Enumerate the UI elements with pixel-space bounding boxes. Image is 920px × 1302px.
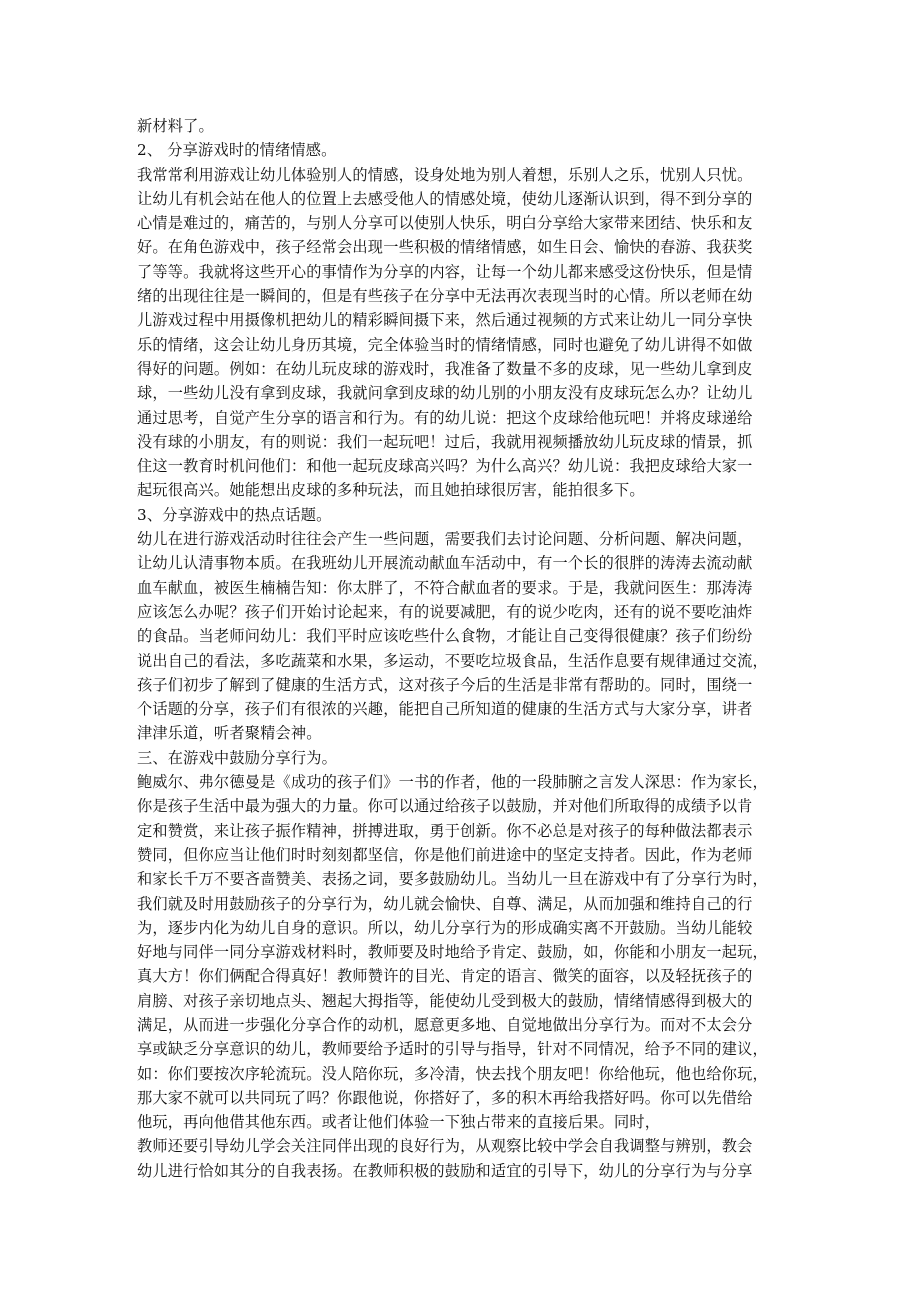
text-line: 儿游戏过程中用摄像机把幼儿的精彩瞬间摄下来，然后通过视频的方式来让幼儿一同分享快	[137, 311, 753, 330]
text-line: 你是孩子生活中最为强大的力量。你可以通过给孩子以鼓励，并对他们所取得的成绩予以肯	[137, 797, 753, 816]
section-heading: 3、分享游戏中的热点话题。	[137, 505, 332, 524]
section-heading: 2、 分享游戏时的情绪情感。	[137, 141, 337, 160]
text-line: 如：你们要按次序轮流玩。没人陪你玩，多冷清，快去找个朋友吧！你给他玩，他也给你玩，	[137, 1064, 768, 1083]
text-line: 说出自己的看法，多吃蔬菜和水果，多运动，不要吃垃圾食品，生活作息要有规律通过交流，	[137, 651, 768, 670]
text-line: 让幼儿有机会站在他人的位置上去感受他人的情感处境，使幼儿逐渐认识到，得不到分享的	[137, 189, 753, 208]
text-line: 让幼儿认清事物本质。在我班幼儿开展流动献血车活动中，有一个长的很胖的涛涛去流动献	[137, 554, 753, 573]
text-line: 绪的出现往往是一瞬间的，但是有些孩子在分享中无法再次表现当时的心情。所以老师在幼	[137, 287, 753, 306]
text-line: 没有球的小朋友，有的则说：我们一起玩吧！过后，我就用视频播放幼儿玩皮球的情景，抓	[137, 432, 753, 451]
section-heading: 三、在游戏中鼓励分享行为。	[137, 748, 338, 767]
text-line: 乐的情绪，这会让幼儿身历其境，完全体验当时的情绪情感，同时也避免了幼儿讲得不如做	[137, 335, 753, 354]
text-line: 得好的问题。例如：在幼儿玩皮球的游戏时，我准备了数量不多的皮球，见一些幼儿拿到皮	[137, 359, 753, 378]
text-line: 孩子们初步了解到了健康的生活方式，这对孩子今后的生活是非常有帮助的。同时，围绕一	[137, 675, 753, 694]
text-line: 幼儿在进行游戏活动时往往会产生一些问题，需要我们去讨论问题、分析问题、解决问题，	[137, 530, 753, 549]
text-line: 享或缺乏分享意识的幼儿，教师要给予适时的引导与指导，针对不同情况，给予不同的建议，	[137, 1040, 768, 1059]
text-line: 新材料了。	[137, 117, 214, 135]
text-line: 教师还要引导幼儿学会关注同伴出现的良好行为，从观察比较中学会自我调整与辨别，教会	[137, 1137, 753, 1156]
text-line: 通过思考，自觉产生分享的语言和行为。有的幼儿说：把这个皮球给他玩吧！并将皮球递给	[137, 408, 753, 427]
text-line: 了等等。我就将这些开心的事情作为分享的内容，让每一个幼儿都来感受这份快乐，但是情	[137, 262, 753, 281]
text-line: 我常常利用游戏让幼儿体验别人的情感，设身处地为别人着想，乐别人之乐，忧别人只忧。	[137, 165, 753, 184]
text-line: 定和赞赏，来让孩子振作精神，拼搏进取，勇于创新。你不必总是对孩子的每种做法都表示	[137, 821, 753, 840]
text-line: 应该怎么办呢？孩子们开始讨论起来，有的说要减肥，有的说少吃肉，还有的说不要吃油炸	[137, 602, 753, 621]
text-line: 幼儿进行恰如其分的自我表扬。在教师积极的鼓励和适宜的引导下，幼儿的分享行为与分享	[137, 1161, 753, 1180]
text-line: 好地与同伴一同分享游戏材料时，教师要及时地给予肯定、鼓励，如，你能和小朋友一起玩，	[137, 943, 768, 962]
text-line: 赞同，但你应当让他们时时刻刻都坚信，你是他们前进途中的坚定支持者。因此，作为老师	[137, 845, 753, 864]
text-line: 鲍威尔、弗尔德曼是《成功的孩子们》一书的作者，他的一段肺腑之言发人深思：作为家长，	[137, 773, 768, 792]
text-line: 真大方！你们俩配合得真好！教师赞许的目光、肯定的语言、微笑的面容，以及轻抚孩子的	[137, 967, 753, 986]
text-line: 他玩，再向他借其他东西。或者让他们体验一下独占带来的直接后果。同时，	[137, 1113, 661, 1132]
document-body	[137, 114, 787, 1183]
text-line: 那大家不就可以共同玩了吗？你跟他说，你搭好了，多的积木再给我搭好吗。你可以先借给	[137, 1088, 753, 1107]
text-line: 和家长千万不要吝啬赞美、表扬之词，要多鼓励幼儿。当幼儿一旦在游戏中有了分享行为时，	[137, 870, 768, 889]
text-line: 血车献血，被医生楠楠告知：你太胖了，不符合献血者的要求。于是，我就问医生：那涛涛	[137, 578, 753, 597]
text-line: 津津乐道，听者聚精会神。	[137, 724, 322, 743]
text-line: 起玩很高兴。她能想出皮球的多种玩法，而且她拍球很厉害，能拍很多下。	[137, 481, 645, 500]
text-line: 球，一些幼儿没有拿到皮球，我就问拿到皮球的幼儿别的小朋友没有皮球玩怎么办？让幼儿	[137, 384, 753, 403]
text-line: 心情是难过的，痛苦的，与别人分享可以使别人快乐，明白分享给大家带来团结、快乐和友	[137, 214, 753, 233]
text-line: 为，逐步内化为幼儿自身的意识。所以，幼儿分享行为的形成确实离不开鼓励。当幼儿能较	[137, 918, 753, 937]
text-line: 肩膀、对孩子亲切地点头、翘起大拇指等，能使幼儿受到极大的鼓励，情绪情感得到极大的	[137, 991, 753, 1010]
text-line: 的食品。当老师问幼儿：我们平时应该吃些什么食物，才能让自己变得很健康？孩子们纷纷	[137, 627, 753, 646]
text-line: 我们就及时用鼓励孩子的分享行为，幼儿就会愉快、自尊、满足，从而加强和维持自己的行	[137, 894, 753, 913]
text-line: 好。在角色游戏中，孩子经常会出现一些积极的情绪情感，如生日会、愉快的春游、我获奖	[137, 238, 753, 257]
text-line: 住这一教育时机问他们：和他一起玩皮球高兴吗？为什么高兴？幼儿说：我把皮球给大家一	[137, 457, 753, 476]
text-line: 个话题的分享，孩子们有很浓的兴趣，能把自己所知道的健康的生活方式与大家分享，讲者	[137, 700, 753, 719]
text-line: 满足，从而进一步强化分享合作的动机，愿意更多地、自觉地做出分享行为。而对不太会分	[137, 1015, 753, 1034]
